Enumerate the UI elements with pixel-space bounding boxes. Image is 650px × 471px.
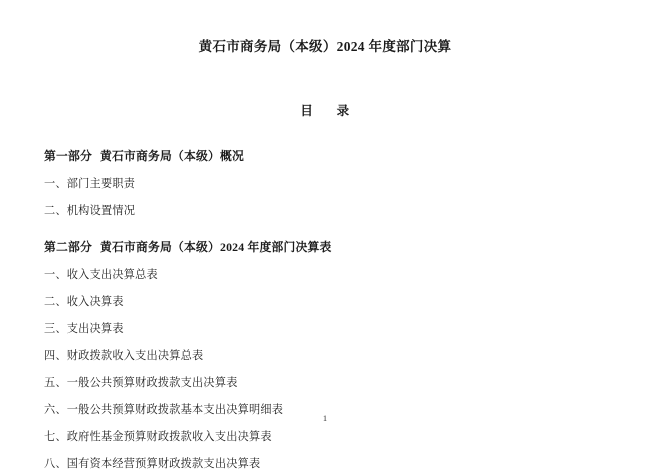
toc-item[interactable]: 三、支出决算表 — [44, 323, 124, 335]
toc-heading-right: 录 — [336, 104, 350, 118]
toc-item[interactable]: 八、国有资本经营预算财政拨款支出决算表 — [44, 458, 261, 470]
toc-item[interactable]: 一、收入支出决算总表 — [44, 269, 158, 281]
toc-part-text: 黄石市商务局（本级）概况 — [100, 149, 244, 163]
toc-part-heading — [44, 147, 606, 164]
toc-part-text: 黄石市商务局（本级）2024 年度部门决算表 — [100, 240, 332, 254]
toc-item[interactable]: 二、机构设置情况 — [44, 205, 136, 217]
toc-part-label: 第一部分 — [44, 149, 92, 163]
toc-heading-left: 目 — [300, 104, 314, 118]
toc-part-heading — [44, 238, 606, 255]
page-number: 1 — [322, 413, 328, 423]
toc-item[interactable]: 七、政府性基金预算财政拨款收入支出决算表 — [44, 431, 272, 443]
page-title: 黄石市商务局（本级）2024 年度部门决算 — [198, 39, 452, 54]
toc-item[interactable]: 五、一般公共预算财政拨款支出决算表 — [44, 377, 238, 389]
toc-item[interactable]: 二、收入决算表 — [44, 296, 124, 308]
toc-item[interactable]: 四、财政拨款收入支出决算总表 — [44, 350, 204, 362]
toc-item[interactable]: 六、一般公共预算财政拨款基本支出决算明细表 — [44, 404, 284, 416]
toc-heading — [0, 55, 650, 119]
toc-part-label: 第二部分 — [44, 240, 92, 254]
toc-item[interactable]: 一、部门主要职责 — [44, 178, 136, 190]
